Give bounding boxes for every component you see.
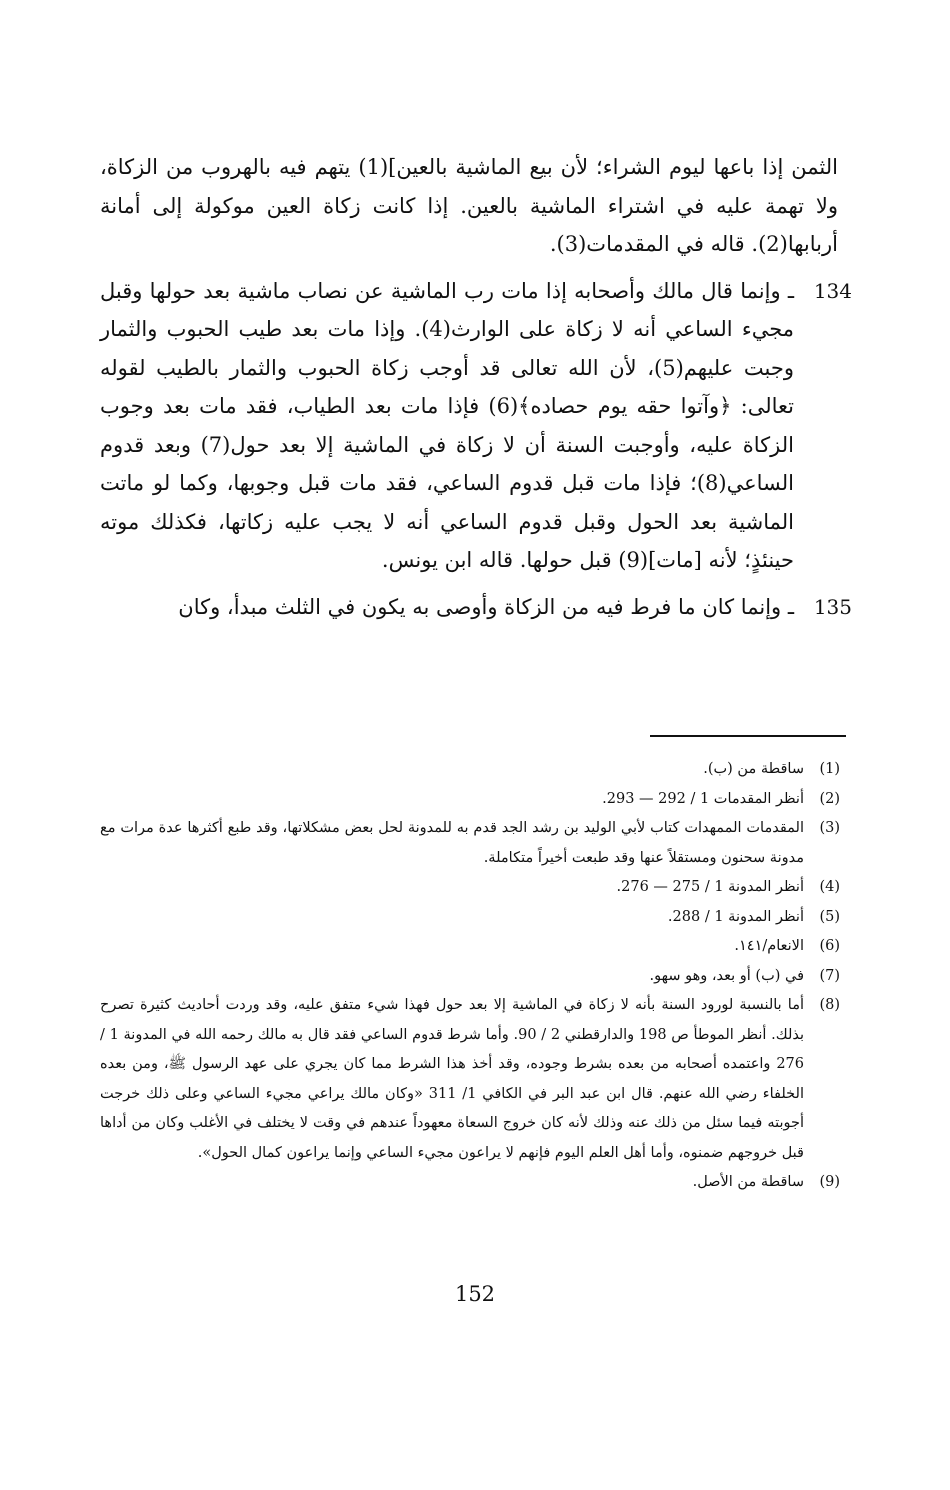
footnote-text: أنظر المقدمات 1 / 292 — 293. <box>602 790 804 807</box>
paragraph-number: 135 <box>813 594 852 619</box>
page-number: 152 <box>454 1282 496 1306</box>
paragraph-134 <box>100 272 852 580</box>
footnote <box>100 962 848 992</box>
footnote-text: ساقطة من (ب). <box>703 761 804 777</box>
footnote <box>100 873 848 903</box>
footnote-number: (6) <box>819 938 840 954</box>
footnote-number: (4) <box>819 879 840 895</box>
footnote-text: الانعام/١٤١. <box>734 938 804 954</box>
footnote <box>100 903 848 933</box>
paragraph-text: ـ وإنما كان ما فرط فيه من الزكاة وأوصى به يكون في الثلث مبدأ، وكان <box>178 594 794 619</box>
footnote-number: (3) <box>819 820 840 836</box>
paragraph-text: ـ وإنما قال مالك وأصحابه إذا مات رب الماشية عن نصاب ماشية بعد حولها وقبل مجيء الساعي أنه لا زكاة على الوارث(4). وإذا مات بعد طيب الحبوب والثمار وجبت عليهم(5)، لأن الله تعالى قد أوجب زكاة الحبوب والثمار بالطيب لقوله تعالى: ﴿وآتوا حقه يوم حصاده﴾(6) فإذا مات بعد الطياب، فقد مات بعد وجوب الزكاة عليه، وأوجبت السنة أن لا زكاة في الماشية إلا بعد حول(7) وبعد قدوم الساعي(8)؛ فإذا مات قبل قدوم الساعي، فقد مات قبل وجوبها، وكما لو ماتت الماشية بعد الحول وقبل قدوم الساعي أنه لا يجب عليه زكاتها، فكذلك موته حينئذٍ؛ لأنه [مات](9) قبل حولها. قاله ابن يونس. <box>100 278 794 572</box>
footnote-number: (9) <box>819 1174 840 1190</box>
footnote <box>100 1168 848 1198</box>
footnote <box>100 755 848 785</box>
footnote <box>100 932 848 962</box>
paragraph-number: 134 <box>813 278 852 303</box>
footnote <box>100 991 848 1168</box>
footnote-text: في (ب) أو بعد، وهو سهو. <box>649 967 804 984</box>
footnote-text: ساقطة من الأصل. <box>692 1174 804 1190</box>
footnote-text: أنظر المدونة 1 / 288. <box>667 908 804 925</box>
footnote <box>100 785 848 815</box>
footnote-text: أما بالنسبة لورود السنة بأنه لا زكاة في الماشية إلا بعد حول فهذا شيء متفق عليه، وقد وردت أحاديث كثيرة تصرح بذلك. أنظر الموطأ ص 198 والدارقطني 2 / 90. وأما شرط قدوم الساعي فقد قال به مالك رحمه الله في المدونة 1 / 276 واعتمده أصحابه من بعده بشرط وجوده، وقد أخذ هذا الشرط مما كان يجري على عهد الرسول ﷺ، ومن بعده الخلفاء رضي الله عنهم. قال ابن عبد البر في الكافي 1/ 311 «وكان مالك يراعي مجيء الساعي وعلى ذلك خرجت أجوبته فيما سئل من ذلك عنه وذلك لأنه كان خروج السعاة معهوداً عندهم في وقت لا يختلف في الأغلب وكان من أداها قبل خروجهم ضمنوه، وأما أهل العلم اليوم فإنهم لا يراعون مجيء الساعي وإنما يراعون كمال الحول». <box>100 997 805 1161</box>
footnote-number: (5) <box>819 908 840 925</box>
paragraph-135 <box>100 588 852 627</box>
footnote-number: (1) <box>819 761 840 777</box>
paragraph-continuation: الثمن إذا باعها ليوم الشراء؛ لأن بيع الماشية بالعين](1) يتهم فيه بالهروب من الزكاة، ولا تهمة عليه في اشتراء الماشية بالعين. إذا كانت زكاة العين موكولة إلى أمانة أربابها(2). قاله في المقدمات(3). <box>100 155 839 256</box>
footnote-text: أنظر المدونة 1 / 275 — 276. <box>616 879 804 895</box>
footnote-separator <box>650 735 846 737</box>
main-text <box>100 148 852 626</box>
footnote-number: (2) <box>819 790 840 807</box>
footnote <box>100 814 848 873</box>
footnote-number: (8) <box>819 997 840 1013</box>
footnote-text: المقدمات الممهدات كتاب لأبي الوليد بن رشد الجد قدم به للمدونة لحل بعض مشكلاتها، وقد طبع أكثرها عدة مرات مع مدونة سحنون ومستقلاً عنها وقد طبعت أخيراً متكاملة. <box>100 820 804 866</box>
footnote-number: (7) <box>819 967 840 984</box>
footnotes <box>100 755 848 1198</box>
